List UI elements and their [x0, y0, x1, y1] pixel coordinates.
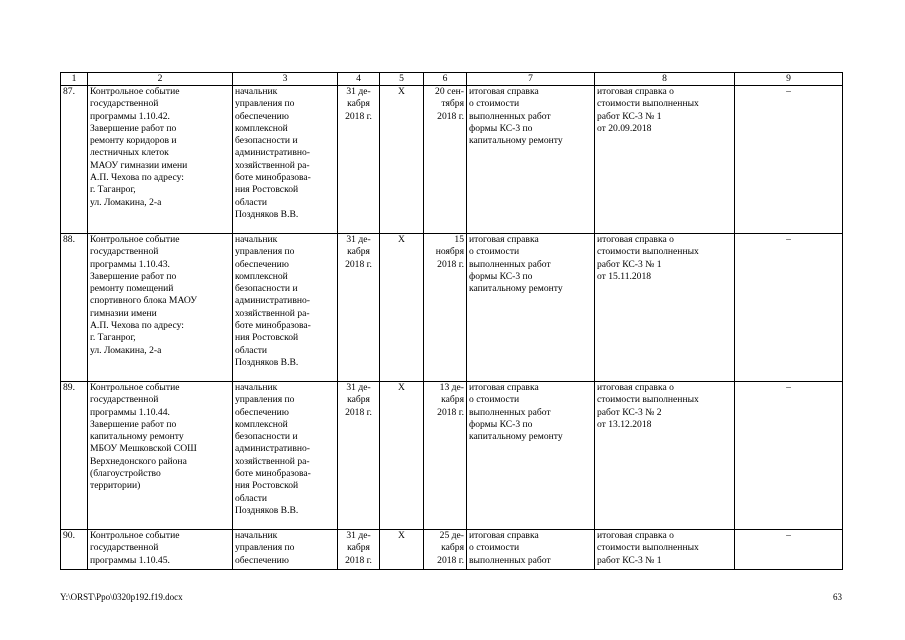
row-number: 88.	[61, 234, 88, 382]
fact-date: 13 де- кабря 2018 г.	[424, 382, 467, 530]
responsible-person: начальник управления по обеспечению комплексной безопасности и административно- хозяйственной ра- боте минобразова- ния Ростовской области Поздняков В.В.	[233, 382, 338, 530]
planned-document: итоговая справка о стоимости выполненных работ формы КС-3 по капитальному ремонту	[467, 86, 595, 234]
column-header: 5	[380, 73, 424, 86]
column-header: 1	[61, 73, 88, 86]
table-row	[61, 234, 843, 382]
note: –	[735, 530, 843, 570]
note: –	[735, 86, 843, 234]
table-row	[61, 382, 843, 530]
col5-mark: Х	[380, 382, 424, 530]
row-number: 90.	[61, 530, 88, 570]
plan-date: 31 де- кабря 2018 г.	[338, 86, 380, 234]
responsible-person: начальник управления по обеспечению комплексной безопасности и административно- хозяйственной ра- боте минобразова- ния Ростовской области Поздняков В.В.	[233, 86, 338, 234]
fact-date: 25 де- кабря 2018 г.	[424, 530, 467, 570]
plan-date: 31 де- кабря 2018 г.	[338, 234, 380, 382]
event-description: Контрольное событие государственной программы 1.10.43. Завершение работ по ремонту помещений спортивного блока МАОУ гимназии имени А.П. Чехова по адресу: г. Таганрог, ул. Ломакина, 2-а	[88, 234, 233, 382]
col5-mark: Х	[380, 86, 424, 234]
plan-date: 31 де- кабря 2018 г.	[338, 530, 380, 570]
event-description: Контрольное событие государственной программы 1.10.42. Завершение работ по ремонту коридоров и лестничных клеток МАОУ гимназии имени А.П. Чехова по адресу: г. Таганрог, ул. Ломакина, 2-а	[88, 86, 233, 234]
footer-file-path: Y:\ORST\Ppo\0320p192.f19.docx	[60, 592, 183, 602]
column-header: 7	[467, 73, 595, 86]
planned-document: итоговая справка о стоимости выполненных работ формы КС-3 по капитальному ремонту	[467, 234, 595, 382]
col5-mark: Х	[380, 530, 424, 570]
fact-date: 15 ноября 2018 г.	[424, 234, 467, 382]
col5-mark: Х	[380, 234, 424, 382]
column-header: 9	[735, 73, 843, 86]
column-number-row	[61, 73, 843, 86]
row-number: 87.	[61, 86, 88, 234]
column-header: 8	[595, 73, 735, 86]
column-header: 6	[424, 73, 467, 86]
plan-date: 31 де- кабря 2018 г.	[338, 382, 380, 530]
table-row	[61, 86, 843, 234]
note: –	[735, 234, 843, 382]
page-number: 63	[833, 592, 842, 602]
actual-document: итоговая справка о стоимости выполненных работ КС-3 № 1 от 15.11.2018	[595, 234, 735, 382]
actual-document: итоговая справка о стоимости выполненных работ КС-3 № 2 от 13.12.2018	[595, 382, 735, 530]
actual-document: итоговая справка о стоимости выполненных работ КС-3 № 1 от 20.09.2018	[595, 86, 735, 234]
fact-date: 20 сен- тября 2018 г.	[424, 86, 467, 234]
column-header: 2	[88, 73, 233, 86]
column-header: 3	[233, 73, 338, 86]
column-header: 4	[338, 73, 380, 86]
actual-document: итоговая справка о стоимости выполненных работ КС-3 № 1	[595, 530, 735, 570]
row-number: 89.	[61, 382, 88, 530]
note: –	[735, 382, 843, 530]
responsible-person: начальник управления по обеспечению комплексной безопасности и административно- хозяйственной ра- боте минобразова- ния Ростовской области Поздняков В.В.	[233, 234, 338, 382]
table-row	[61, 530, 843, 570]
planned-document: итоговая справка о стоимости выполненных работ формы КС-3 по капитальному ремонту	[467, 382, 595, 530]
event-description: Контрольное событие государственной программы 1.10.44. Завершение работ по капитальному ремонту МБОУ Мешковской СОШ Верхнедонского района (благоустройство территории)	[88, 382, 233, 530]
control-events-table	[60, 72, 843, 570]
event-description: Контрольное событие государственной программы 1.10.45.	[88, 530, 233, 570]
planned-document: итоговая справка о стоимости выполненных работ	[467, 530, 595, 570]
responsible-person: начальник управления по обеспечению	[233, 530, 338, 570]
